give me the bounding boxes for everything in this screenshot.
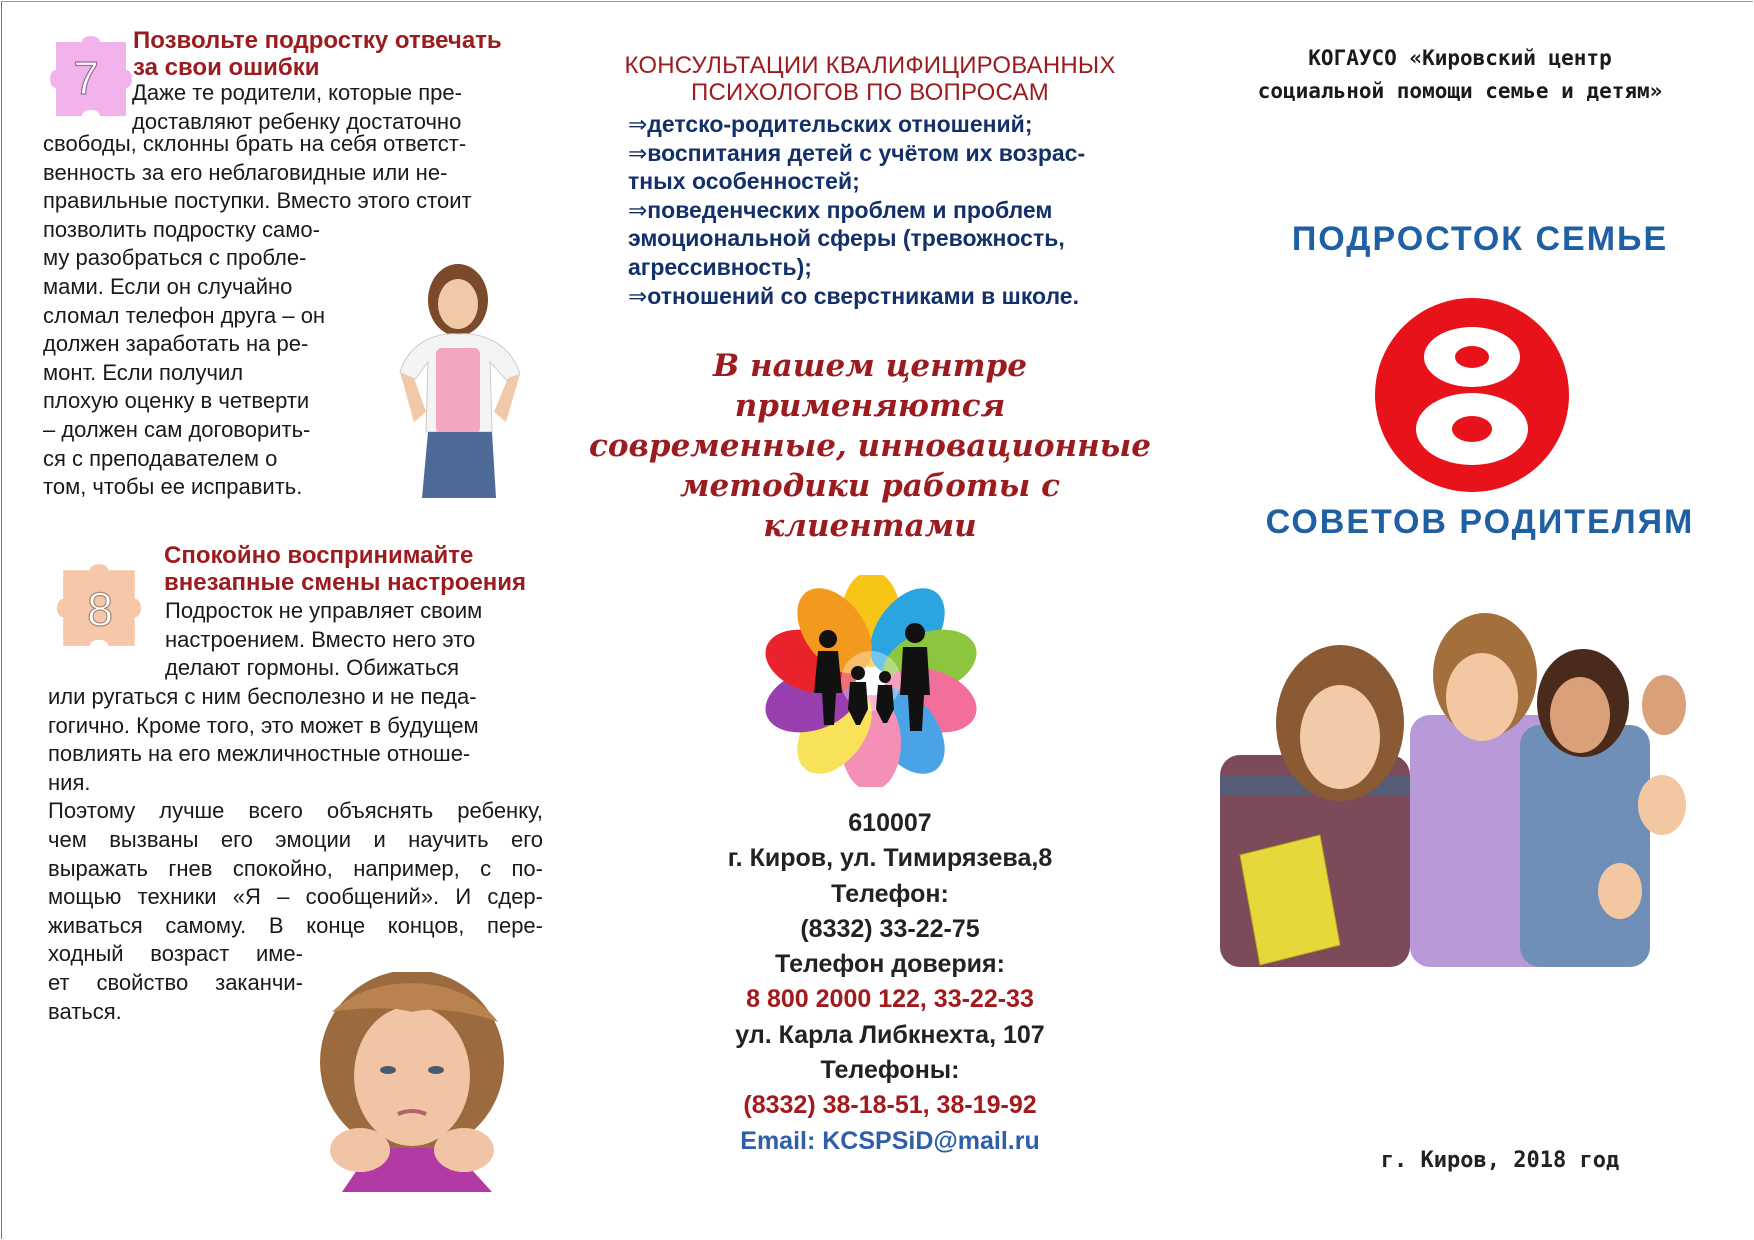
- tip7-body-line: мами. Если он случайно: [43, 273, 293, 299]
- tip8-body-line: ваться.: [48, 998, 122, 1024]
- tip8-body-line: Подросток не управляет своим: [165, 598, 483, 623]
- consultations-heading-line: ПСИХОЛОГОВ ПО ВОПРОСАМ: [691, 79, 1049, 106]
- topic-item: ⇒детско-родительских отношений;: [628, 111, 1033, 137]
- tip8-body-line: чем вызваны его эмоции и научить его: [48, 826, 543, 852]
- tip7-body-line: плохую оценку в четверти: [43, 388, 310, 414]
- city-year: г. Киров, 2018 год: [1380, 1148, 1620, 1173]
- big-number-text: 8: [1471, 487, 1473, 488]
- topic-item: ⇒поведенческих проблем и проблем: [628, 196, 1053, 223]
- phone-label: Телефон:: [831, 879, 949, 908]
- tip7-title: [133, 27, 502, 81]
- slogan-line: В нашем центре применяются: [713, 348, 1027, 424]
- tip7-body-line: ся с преподавателем о: [43, 445, 278, 471]
- tip8-title-line: внезапные смены настроения: [164, 569, 527, 596]
- tip8-body-line: ет свойство заканчи-: [48, 969, 303, 995]
- tip8-body-line: живаться самому. В конце концов, пере-: [48, 912, 543, 938]
- arrow-right-icon: ⇒: [628, 282, 648, 309]
- tip8-title-line: Спокойно воспринимайте: [164, 542, 474, 569]
- hotline-number: 8 800 2000 122, 33-22-33: [746, 985, 1034, 1014]
- tip7-body-line: му разобраться с пробле-: [43, 245, 307, 271]
- brochure-title-top: ПОДРОСТОК СЕМЬЕ: [1291, 220, 1669, 258]
- tip7-body-line: Даже те родители, которые пре-: [132, 80, 462, 105]
- tip8-body-line: Поэтому лучше всего объяснять ребенку,: [48, 798, 543, 824]
- consultation-topics-list: [628, 110, 1148, 310]
- tip8-body-line: настроением. Вместо него это: [165, 626, 476, 652]
- tip8-body-line: ходный возраст име-: [48, 941, 303, 967]
- contacts-block: [640, 806, 1140, 1159]
- arrow-right-icon: ⇒: [628, 196, 648, 223]
- postcode: 610007: [848, 809, 932, 837]
- tip8-body-line: повлиять на его межличностные отноше-: [48, 741, 471, 767]
- big-number-8-badge: [1372, 297, 1572, 493]
- tip7-number: 7: [73, 52, 99, 104]
- tip7-body-line: свободы, склонны брать на себя ответст-: [43, 131, 467, 156]
- tip7-title-line: за свои ошибки: [133, 54, 320, 81]
- address-secondary: ул. Карла Либкнехта, 107: [735, 1020, 1045, 1049]
- tip7-body-line: доставляют ребенку достаточно: [132, 108, 462, 134]
- tip8-body-line: ния.: [48, 769, 91, 795]
- tip7-body-line: позволить подростку само-: [43, 216, 320, 242]
- tip8-body-line: мощью техники «Я – сообщений». И сдер-: [48, 884, 543, 910]
- topic-item-continuation: эмоциональной сферы (тревожность,: [628, 225, 1065, 252]
- tip8-title: [164, 542, 526, 596]
- tip7-body-line: венность за его неблаговидные или не-: [43, 159, 448, 185]
- tip7-body-top: [132, 79, 462, 136]
- tip7-title-line: Позвольте подростку отвечать: [133, 27, 502, 54]
- tip7-body-line: том, чтобы ее исправить.: [43, 474, 303, 500]
- topic-item: ⇒воспитания детей с учётом их возрас-: [628, 139, 1086, 166]
- tip7-body-line: должен заработать на ре-: [43, 331, 309, 357]
- tip8-body-line: или ругаться с ним бесполезно и не педа-: [48, 684, 477, 709]
- sad-girl-photo: [312, 972, 540, 1192]
- tip8-body-line: гогично. Кроме того, это может в будущем: [48, 712, 479, 738]
- puzzle-number-8-icon: [53, 564, 145, 650]
- organization-line: КОГАУСО «Кировский центр: [1308, 46, 1612, 70]
- teen-girl-standing-photo: [370, 262, 530, 498]
- puzzle-number-7-icon: [46, 36, 136, 120]
- tip8-number: 8: [86, 582, 114, 636]
- tip8-body-top: [165, 597, 482, 683]
- organization-name: [1200, 42, 1720, 108]
- tip8-body-line: выражать гнев спокойно, например, с по-: [48, 855, 543, 881]
- slogan-line: методики работы с клиентами: [680, 468, 1060, 544]
- topic-item-continuation: агрессивность);: [628, 253, 812, 280]
- consultations-heading: [590, 52, 1150, 106]
- tip7-body-line: – должен сам договорить-: [43, 416, 311, 442]
- consultations-heading-line: КОНСУЛЬТАЦИИ КВАЛИФИЦИРОВАННЫХ: [624, 52, 1116, 79]
- phone-number: (8332) 33-22-75: [800, 914, 980, 943]
- hotline-label: Телефон доверия:: [775, 950, 1005, 979]
- tip7-body-line: монт. Если получил: [43, 359, 244, 385]
- phones-label: Телефоны:: [820, 1056, 960, 1085]
- address-main: г. Киров, ул. Тимирязева,8: [727, 844, 1053, 873]
- tip8-body-line: делают гормоны. Обижаться: [165, 655, 460, 681]
- arrow-right-icon: ⇒: [628, 111, 648, 137]
- slogan-line: современные, инновационные: [589, 428, 1151, 464]
- family-flower-logo: [760, 575, 982, 787]
- organization-line: социальной помощи семье и детям»: [1257, 79, 1663, 103]
- teens-thumbs-up-photo: [1200, 605, 1706, 967]
- center-slogan: [580, 346, 1160, 546]
- brochure-title-bottom: СОВЕТОВ РОДИТЕЛЯМ: [1265, 503, 1695, 541]
- email-link[interactable]: Email: KCSPSiD@mail.ru: [740, 1126, 1040, 1155]
- topic-item: ⇒отношений со сверстниками в школе.: [628, 282, 1079, 309]
- topic-item-continuation: тных особенностей;: [628, 168, 860, 195]
- phones-numbers: (8332) 38-18-51, 38-19-92: [743, 1091, 1037, 1120]
- tip7-body-line: сломал телефон друга – он: [43, 302, 326, 328]
- tip7-body-line: правильные поступки. Вместо этого стоит: [43, 188, 472, 214]
- arrow-right-icon: ⇒: [628, 139, 648, 166]
